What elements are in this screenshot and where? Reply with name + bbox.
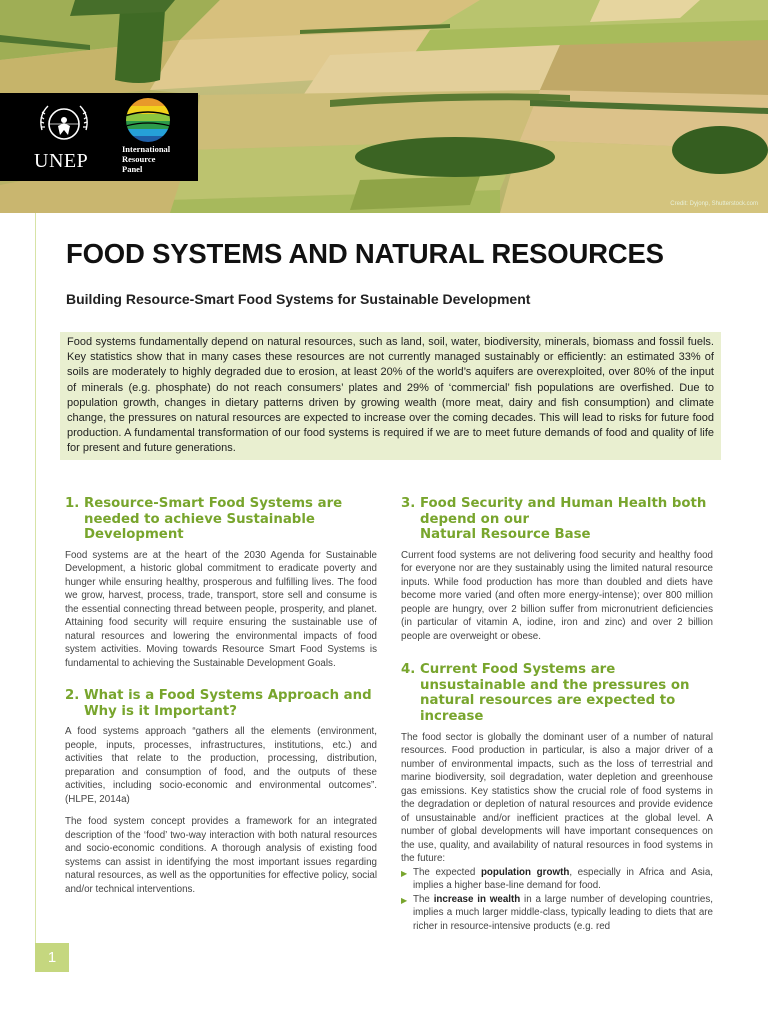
section-title-line: Natural Resource Base <box>420 527 591 543</box>
bullet-text-post: in a large number of developing countries, implies a much larger middle-class, typically leading to diets that are richer in resource-intensive products (e.g. red <box>413 893 713 932</box>
section-title: Resource-Smart Food Systems are needed to achieve Sustainable Development <box>84 496 343 543</box>
list-item <box>401 866 713 893</box>
irp-logo-line: Panel <box>122 164 143 174</box>
irp-emblem-icon <box>122 97 174 143</box>
right-column <box>401 496 713 933</box>
section-number: 3. <box>401 496 416 511</box>
section-number: 4. <box>401 662 416 678</box>
left-guide-line <box>35 213 36 943</box>
section-title: Current Food Systems are unsustainable and the pressures on natural resources are expected to increase <box>420 662 690 725</box>
unep-logo-text: UNEP <box>34 150 89 172</box>
logo-panel <box>0 93 198 181</box>
bullet-text-pre: The expected <box>413 866 481 878</box>
photo-credit: Credit: Dyjonp, Shutterstock.com <box>670 201 758 207</box>
section-1-heading <box>65 496 377 543</box>
bullet-text-pre: The <box>413 893 434 905</box>
unep-emblem-icon <box>34 100 94 150</box>
page-number: 1 <box>35 943 69 972</box>
section-2-body-2: The food system concept provides a framework for an integrated description of the ‘food’ two-way interaction with both natural resources and socio-economic conditions. A thorough analysis of existing food systems can assist in identifying the most important issues regarding natural resources, as well as the opportunities for effective policy, social and/or technical interventions. <box>65 816 377 895</box>
intro-box <box>60 332 721 460</box>
section-4-bullets <box>401 866 713 934</box>
section-3-body: Current food systems are not delivering food security and healthy food for everyone nor are they sustainably using the limited natural resource inputs. While food production has more than doubled and diets have become more varied (and often more energy-intense); over 800 million people are hungry, over 2 billion suffer from micronutrient deficiencies (in particular of vitamin A, iodine, iron and zinc) and over 2 billion people are overweight or obese. <box>401 549 713 642</box>
section-3-heading <box>401 496 713 543</box>
triangle-bullet-icon: ▶ <box>401 895 408 905</box>
left-column <box>65 496 377 896</box>
section-4-body: The food sector is globally the dominant user of a number of natural resources. Food production in particular, is also a major driver of a number of environmental impacts, such as the loss of terrestrial and marine biodiversity, soil degradation, water depletion and greenhouse gas emissions. Key statistics show the crucial role of food systems in the degradation or depletion of natural resources and provide evidence of unsustainable and/or inefficient practices at the global level. A number of global developments will have important consequences on the use, quality, and availability of natural resources in food systems in the future: <box>401 731 713 865</box>
section-title <box>420 496 713 543</box>
bullet-text <box>413 866 713 893</box>
section-2-heading <box>65 688 377 719</box>
header-photo <box>0 0 768 213</box>
bullet-text-bold: population growth <box>480 866 570 878</box>
bullet-text <box>413 893 713 934</box>
section-number: 2. <box>65 688 80 704</box>
irp-logo-text <box>122 144 192 174</box>
list-item <box>401 893 713 934</box>
irp-logo-line: International <box>122 144 171 154</box>
triangle-bullet-icon: ▶ <box>401 868 408 878</box>
bullet-text-bold: increase in wealth <box>433 893 521 905</box>
page-title: FOOD SYSTEMS AND NATURAL RESOURCES <box>66 238 664 269</box>
intro-text: Food systems fundamentally depend on natural resources, such as land, soil, water, biodiversity, minerals, biomass and fossil fuels. Key statistics show that in many cases these resources are not currently managed sustainably or efficiently: an estimated 33% of soils are moderately to highly degraded due to erosion, at least 20% of the world’s aquifers are overexploited, over 80% of the input of minerals (e.g. phosphate) do not reach consumers’ plates and 29% of ‘commercial’ fish populations are overfished. Due to population growth, changes in dietary patterns driven by growing wealth (more meat, dairy and fish consumption) and climate change, the pressures on natural resources are expected to increase over the coming decades. This will lead to risks for future food production. A fundamental transformation of our food systems is required if we are to meet future demands of food and quality of life for present and future generations. <box>67 336 714 455</box>
page-subtitle: Building Resource-Smart Food Systems for Sustainable Development <box>66 291 531 307</box>
section-number: 1. <box>65 496 80 511</box>
section-2-body-1: A food systems approach “gathers all the elements (environment, people, inputs, processes, infrastructures, institutions, etc.) and activities that relate to the production, processing, distribution, preparation and consumption of food, and the outputs of these activities, including socio-economic and environmental outcomes”. (HLPE, 2014a) <box>65 726 377 805</box>
irp-logo-line: Resource <box>122 154 156 164</box>
section-4-heading <box>401 662 713 724</box>
section-1-body: Food systems are at the heart of the 2030 Agenda for Sustainable Development, a historic global commitment to eradicate poverty and hunger while ensuring healthy, prosperous and fulfilling lives. The food we grow, harvest, process, trade, transport, store sell and consume is the essential connecting thread between people, prosperity, and planet. Attaining food security will require ensuring the sustainable use of natural resources and lowering the environmental impacts of food system activities. Moving towards Resource Smart Food Systems is fundamental to achieving the Sustainable Development Goals. <box>65 549 377 669</box>
section-title-line: Food Security and Human Health both depend on our <box>420 496 707 527</box>
section-title: What is a Food Systems Approach and Why is it Important? <box>84 688 372 719</box>
bullet-text-post: , especially in Africa and Asia, implies a higher base-line demand for food. <box>413 866 714 892</box>
